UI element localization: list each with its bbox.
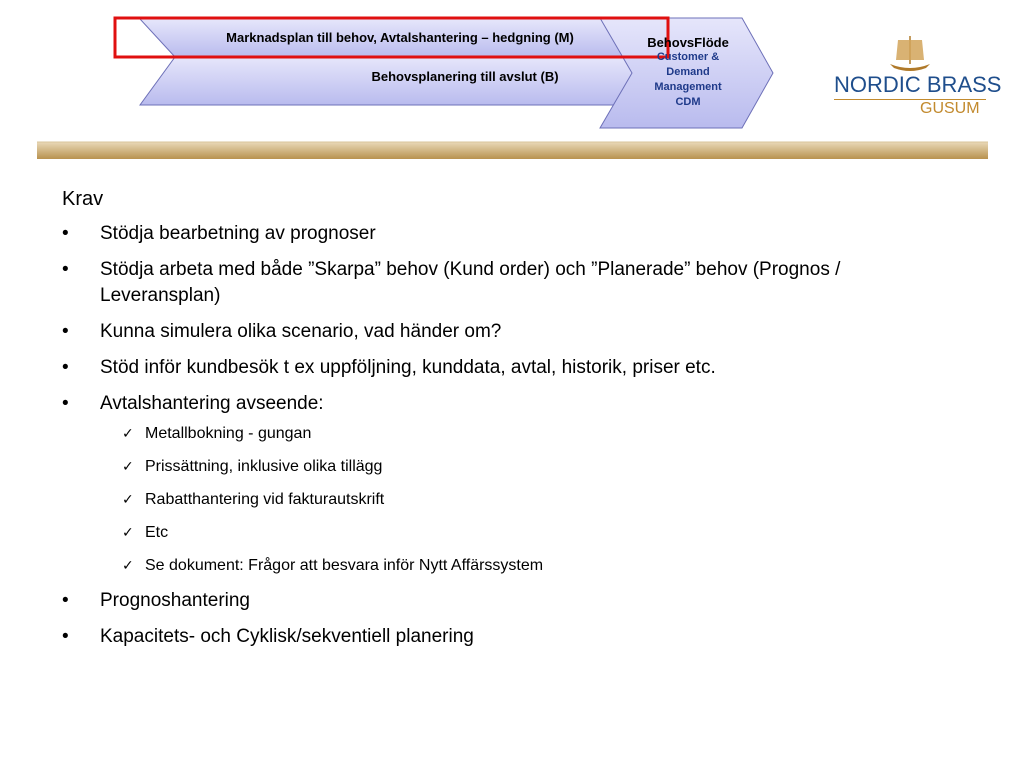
list-item bbox=[62, 221, 962, 247]
header-divider bbox=[37, 142, 988, 159]
bullet-icon: • bbox=[62, 590, 69, 611]
sub-list-item-text: Rabatthantering vid fakturautskrift bbox=[145, 491, 385, 508]
sub-list-item-text: Se dokument: Frågor att besvara inför Nytt Affärssystem bbox=[145, 557, 544, 574]
check-icon: ✓ bbox=[122, 492, 134, 508]
list-item bbox=[62, 391, 962, 577]
list-item-text: Stöd inför kundbesök t ex uppföljning, kunddata, avtal, historik, priser etc. bbox=[100, 357, 716, 378]
flow-bottom-label: Behovsplanering till avslut (B) bbox=[371, 69, 559, 84]
sub-list bbox=[100, 423, 962, 577]
logo-text-secondary: GUSUM bbox=[920, 100, 980, 117]
flow-top-label: Marknadsplan till behov, Avtalshantering – hedgning (M) bbox=[226, 30, 574, 45]
bullet-icon: • bbox=[62, 321, 69, 342]
check-icon: ✓ bbox=[122, 426, 134, 442]
sub-list-item-text: Prissättning, inklusive olika tillägg bbox=[145, 458, 383, 475]
sub-list-item bbox=[100, 522, 962, 544]
requirement-list bbox=[62, 221, 962, 650]
cdm-line: CDM bbox=[675, 96, 701, 108]
cdm-line: Management bbox=[654, 81, 722, 93]
list-item-text: Stödja arbeta med både ”Skarpa” behov (Kund order) och ”Planerade” behov (Prognos / Leveransplan) bbox=[100, 259, 841, 306]
list-item-text: Avtalshantering avseende: bbox=[100, 393, 324, 414]
list-item bbox=[62, 624, 962, 650]
logo-text-primary: NORDIC BRASS bbox=[834, 72, 1002, 97]
bullet-icon: • bbox=[62, 357, 69, 378]
list-item bbox=[62, 319, 962, 345]
slide-content bbox=[62, 188, 962, 660]
bullet-icon: • bbox=[62, 223, 69, 244]
list-item-text: Prognoshantering bbox=[100, 590, 250, 611]
bullet-icon: • bbox=[62, 626, 69, 647]
list-item bbox=[62, 355, 962, 381]
list-item-text: Stödja bearbetning av prognoser bbox=[100, 223, 376, 244]
list-item bbox=[62, 257, 962, 309]
header bbox=[0, 0, 1024, 165]
sub-list-item bbox=[100, 423, 962, 445]
cdm-box bbox=[628, 35, 748, 110]
bullet-icon: • bbox=[62, 259, 69, 280]
company-logo bbox=[830, 30, 1002, 125]
content-heading: Krav bbox=[62, 188, 104, 210]
check-icon: ✓ bbox=[122, 525, 134, 541]
bullet-icon: • bbox=[62, 393, 69, 414]
check-icon: ✓ bbox=[122, 459, 134, 475]
sub-list-item-text: Etc bbox=[145, 524, 169, 541]
list-item bbox=[62, 588, 962, 614]
sub-list-item-text: Metallbokning - gungan bbox=[145, 425, 312, 442]
check-icon: ✓ bbox=[122, 558, 134, 574]
list-item-text: Kunna simulera olika scenario, vad händer om? bbox=[100, 321, 502, 342]
list-item-text: Kapacitets- och Cyklisk/sekventiell planering bbox=[100, 626, 474, 647]
cdm-line: Demand bbox=[666, 66, 710, 78]
sub-list-item bbox=[100, 456, 962, 478]
cdm-line: Customer & bbox=[656, 51, 720, 63]
sub-list-item bbox=[100, 489, 962, 511]
sub-list-item bbox=[100, 555, 962, 577]
cdm-title: BehovsFlöde bbox=[647, 35, 729, 50]
